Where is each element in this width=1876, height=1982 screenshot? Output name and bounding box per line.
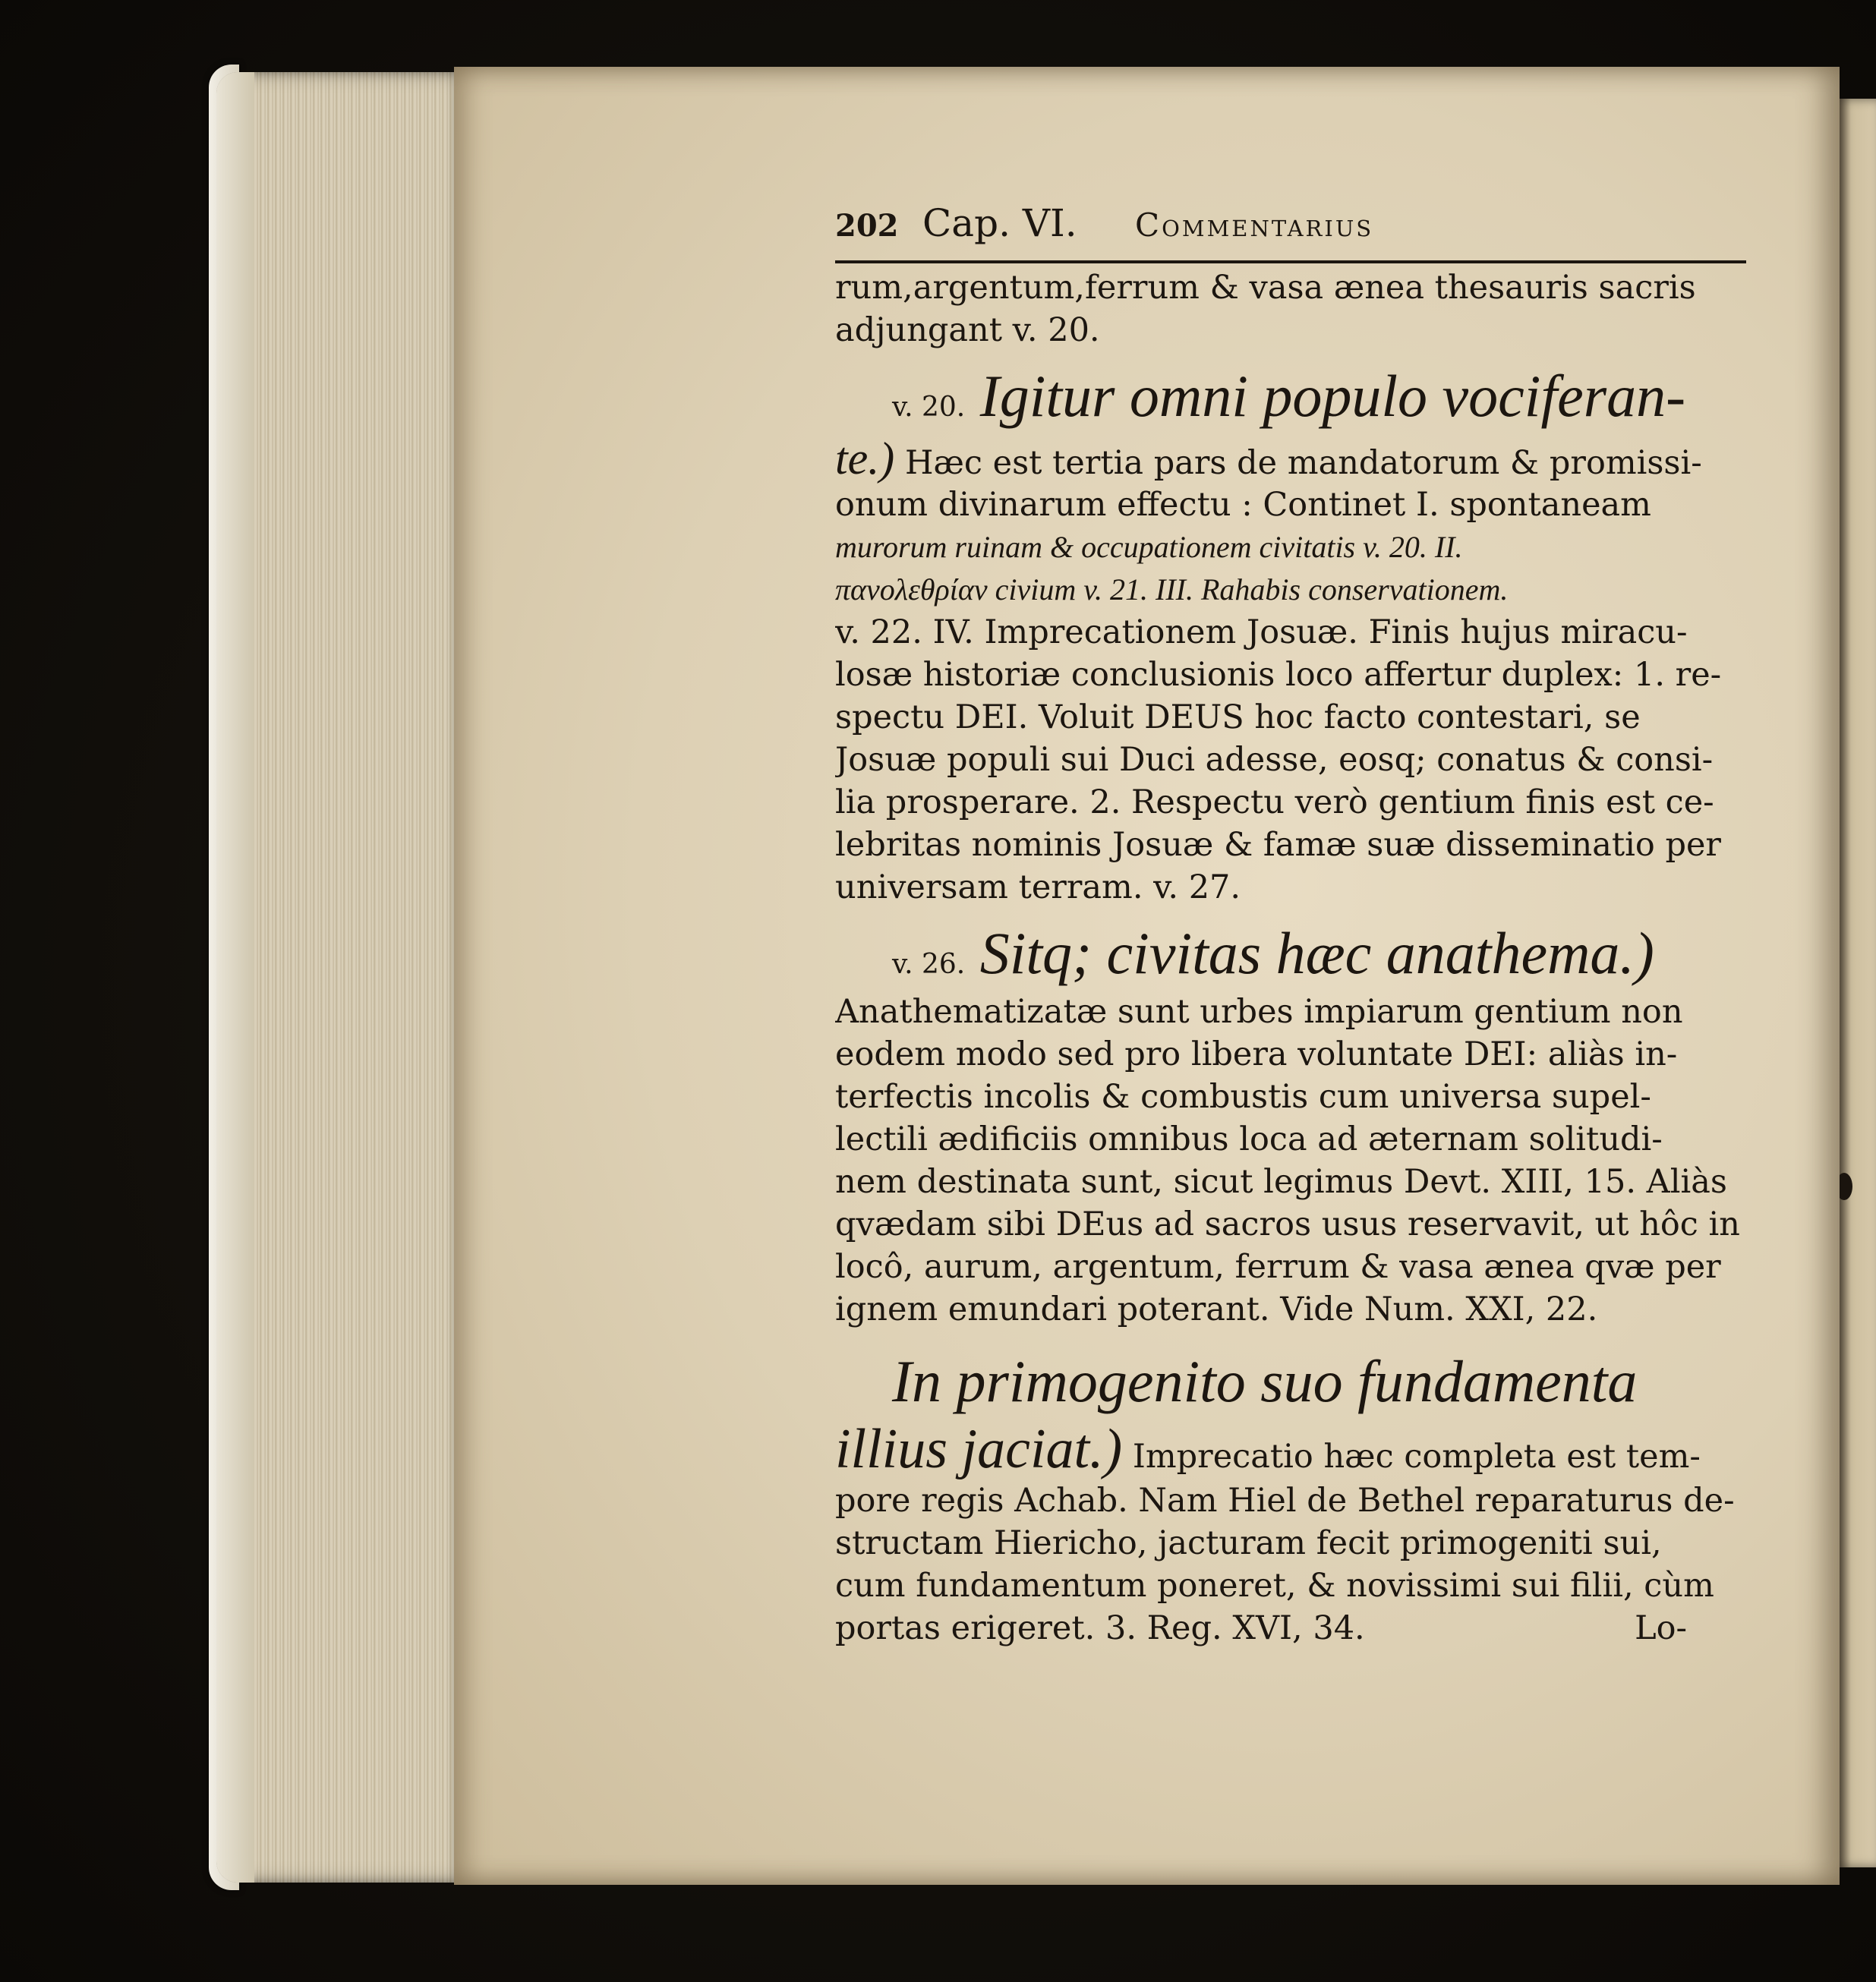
text-line-run: Hæc est tertia pars de mandatorum & promissi- (894, 444, 1702, 482)
text-line: qvædam sibi DEus ad sacros usus reservavit, ut hôc in (835, 1205, 1740, 1243)
text-line: cum fundamentum poneret, & novissimi sui filii, cùm (835, 1567, 1714, 1605)
text-line: onum divinarum effectu : Continet I. spontaneam (835, 486, 1651, 524)
page-text-block (835, 201, 1746, 1650)
text-line: lebritas nominis Josuæ & famæ suæ disseminatio per (835, 826, 1721, 864)
text-line: losæ historiæ conclusionis loco affertur duplex: 1. re- (835, 656, 1722, 694)
text-line-run: Imprecatio hæc completa est tem- (1122, 1438, 1701, 1476)
text-line: Anathematizatæ sunt urbes impiarum gentium non (835, 993, 1683, 1031)
text-line: rum,argentum,ferrum & vasa ænea thesauris sacris (835, 269, 1696, 307)
text-line: universam terram. v. 27. (835, 868, 1241, 906)
header-rule (835, 260, 1746, 263)
lemma-text: Sitq; civitas hæc anathema.) (979, 920, 1654, 986)
verse-reference: v. 20. (892, 392, 966, 423)
text-line: Josuæ populi sui Duci adesse, eosq; conatus & consi- (835, 741, 1714, 779)
chapter-label: Cap. VI. (922, 201, 1077, 245)
lemma-text: te.) (835, 433, 895, 484)
lemma-heading: In primogenito suo fundamenta (892, 1348, 1638, 1414)
lemma-heading (835, 916, 1746, 991)
text-line: spectu DEI. Voluit DEUS hoc facto contestari, se (835, 698, 1641, 736)
text-line: ignem emundari poterant. Vide Num. XXI, 22. (835, 1290, 1598, 1328)
verse-reference: v. 26. (892, 949, 966, 980)
facing-page-edge (1837, 99, 1876, 1867)
text-line: structam Hiericho, jacturam fecit primogeniti sui, (835, 1524, 1662, 1562)
text-line: πανολεθρίαν civium v. 21. III. Rahabis conservationem. (835, 572, 1509, 607)
running-title: Commentarius (1135, 206, 1374, 244)
text-line: pore regis Achab. Nam Hiel de Bethel reparaturus de- (835, 1482, 1735, 1520)
text-line: lectili ædificiis omnibus loca ad æternam solitudi- (835, 1120, 1663, 1158)
text-line: adjungant v. 20. (835, 311, 1100, 349)
text-line: terfectis incolis & combustis cum universa supel- (835, 1078, 1651, 1116)
lemma-text: illius jaciat.) (835, 1419, 1123, 1479)
text-line: murorum ruinam & occupationem civitatis v. 20. II. (835, 530, 1463, 564)
text-line: portas erigeret. 3. Reg. XVI, 34. Lo- (835, 1609, 1688, 1647)
text-line (835, 1419, 1746, 1479)
page-number: 202 (835, 208, 899, 244)
text-line: v. 22. IV. Imprecationem Josuæ. Finis hujus miracu- (835, 613, 1688, 651)
text-line: lia prosperare. 2. Respectu verò gentium finis est ce- (835, 783, 1714, 821)
text-line: locô, aurum, argentum, ferrum & vasa ænea qvæ per (835, 1248, 1721, 1286)
text-line: nem destinata sunt, sicut legimus Devt. XIII, 15. Aliàs (835, 1163, 1727, 1201)
lemma-heading (835, 359, 1746, 433)
text-line (835, 433, 1746, 484)
lemma-text: Igitur omni populo vociferan- (979, 363, 1686, 429)
running-header (835, 201, 1746, 250)
text-line: eodem modo sed pro libera voluntate DEI: aliàs in- (835, 1035, 1678, 1073)
book-fore-edge (216, 72, 459, 1883)
